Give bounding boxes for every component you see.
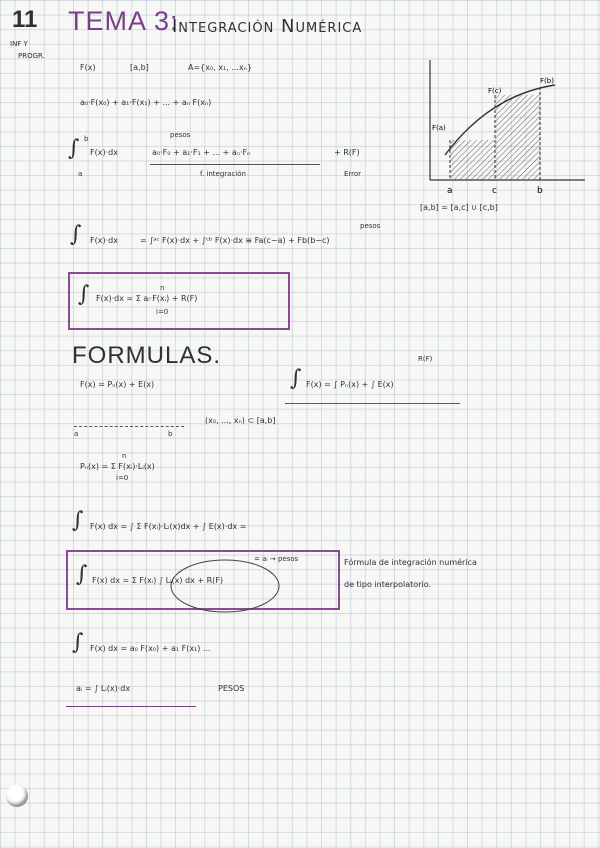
- tick-a: a: [447, 186, 453, 196]
- rf-label: R(F): [418, 355, 433, 363]
- intro-interval: [a,b]: [130, 63, 149, 72]
- split-lhs: F(x)·dx: [90, 236, 118, 245]
- integration-label: f. integración: [200, 170, 246, 178]
- expand-integral-sign: ∫: [72, 508, 84, 533]
- intro-weighted-sum: a₀·F(x₀) + a₁·F(x₁) + ... + aₙ F(xₙ): [80, 98, 212, 107]
- integration-graph: [420, 55, 590, 215]
- label-fa: F(a): [432, 124, 446, 132]
- error-label: Error: [344, 170, 362, 178]
- boxed-sum-top: n: [160, 284, 165, 292]
- split-pesos-label: pesos: [360, 222, 381, 230]
- sketch-a: a: [74, 430, 79, 438]
- two-point-formula: F(x) dx = a₀ F(x₀) + a₁ F(x₁) ...: [90, 644, 211, 653]
- expand-line: F(x) dx = ∫ Σ F(xᵢ)·Lᵢ(x)dx + ∫ E(x)·dx =: [90, 522, 247, 531]
- tick-c: c: [492, 186, 497, 196]
- left-rectangle: [450, 140, 495, 180]
- note-line1: Fórmula de integración numérica: [344, 558, 477, 567]
- formulas-heading: FORMULAS.: [72, 342, 222, 369]
- tema-label: TEMA 3:: [68, 6, 179, 36]
- sketch-b: b: [168, 430, 173, 438]
- note-line2: de tipo interpolatorio.: [344, 580, 431, 589]
- tick-b: b: [537, 186, 543, 196]
- boxed-sum-bottom: i=0: [156, 308, 169, 316]
- subject-label-line2: PROGR.: [18, 52, 45, 60]
- boxed-formula: F(x)·dx = Σ aᵢ·F(xᵢ) + R(F): [96, 294, 198, 303]
- boxed-integral-sign: ∫: [78, 282, 90, 307]
- pesos-word: PESOS: [218, 684, 245, 693]
- intro-nodes: A={x₀, x₁, ...xₙ}: [188, 63, 252, 72]
- pn-definition: Pₙ(x) = Σ F(xᵢ)·Lᵢ(x): [80, 462, 155, 471]
- weights-expression: a₀·F₀ + a₁·F₁ + ... + aₙ·Fₙ: [152, 148, 251, 157]
- boxed-decomposition: F(x) = ∫ Pₙ(x) + ∫ E(x): [306, 380, 394, 389]
- integral-sign: ∫: [68, 136, 80, 161]
- weights-circle: [165, 556, 285, 616]
- graph-caption: [a,b] = [a,c] ∪ [c,b]: [420, 203, 498, 212]
- interval-sketch: [74, 426, 184, 427]
- page-number: 11: [12, 6, 38, 33]
- label-fc: F(c): [488, 87, 502, 95]
- page-title: Integración Numérica: [172, 16, 363, 37]
- pn-sum-top: n: [122, 452, 127, 460]
- binder-hole: [6, 785, 28, 807]
- lim-b: b: [84, 135, 89, 143]
- label-fb: F(b): [540, 77, 554, 85]
- f-decomposition: F(x) = Pₙ(x) + E(x): [80, 380, 155, 389]
- ai-pesos-note: = aᵢ → pesos: [254, 555, 299, 563]
- nodes-subset: (x₀, ..., xₙ) ⊂ [a,b]: [205, 416, 276, 425]
- integration-brace: [150, 164, 320, 165]
- split-rhs: = ∫ᵃᶜ F(x)·dx + ∫ᶜᵇ F(x)·dx ≅ Fa(c−a) + Fb(b−c): [140, 236, 330, 245]
- intro-f: F(x): [80, 63, 96, 72]
- final-formula: F(x) dx = Σ F(xᵢ) ∫ Lᵢ(x) dx + R(F): [92, 576, 223, 585]
- subject-label-line1: INF Y: [10, 40, 28, 48]
- pn-sum-bottom: i=0: [116, 474, 129, 482]
- two-point-integral-sign: ∫: [72, 630, 84, 655]
- ai-underline: [66, 706, 196, 707]
- decomp-underline: [285, 403, 460, 404]
- ai-definition: aᵢ = ∫ Lᵢ(x)·dx: [76, 684, 131, 693]
- error-term: + R(F): [334, 148, 360, 157]
- decomp-integral-1: ∫: [290, 366, 302, 391]
- split-integral-sign: ∫: [70, 222, 82, 247]
- final-integral-sign: ∫: [76, 562, 88, 587]
- lim-a: a: [78, 170, 83, 178]
- right-rectangle: [495, 95, 540, 180]
- integral-lhs: F(x)·dx: [90, 148, 118, 157]
- weights-label: pesos: [170, 131, 191, 139]
